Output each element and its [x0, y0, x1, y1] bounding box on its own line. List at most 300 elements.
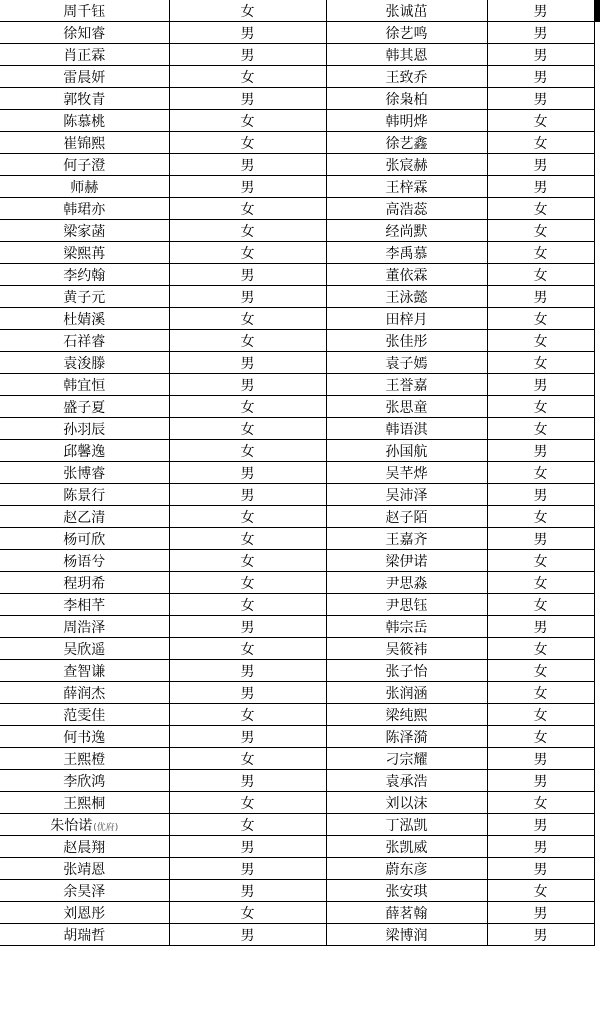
- gender-cell: 女: [169, 550, 326, 572]
- gender-cell: 男: [487, 66, 594, 88]
- student-name-cell: [0, 572, 169, 594]
- student-name: 吴欣遥: [63, 641, 106, 658]
- student-name-cell: [0, 22, 169, 44]
- gender-cell: 女: [487, 264, 594, 286]
- gender-cell: 女: [487, 462, 594, 484]
- student-name: 徐艺鑫: [385, 135, 428, 152]
- student-name: 梁家菡: [63, 223, 106, 240]
- gender-cell: 女: [169, 704, 326, 726]
- gender-cell: 男: [169, 264, 326, 286]
- student-name-cell: [0, 836, 169, 858]
- student-note: (优府): [93, 822, 119, 833]
- student-name: 薛茗翰: [385, 905, 428, 922]
- student-name-cell: [326, 748, 487, 770]
- table-row: [0, 814, 594, 836]
- student-name-cell: [0, 308, 169, 330]
- student-name-cell: [0, 462, 169, 484]
- student-name-cell: [326, 264, 487, 286]
- student-name-cell: [0, 198, 169, 220]
- student-name: 赵乙清: [63, 509, 106, 526]
- student-name: 何书逸: [63, 729, 106, 746]
- student-name-cell: [0, 374, 169, 396]
- gender-cell: 男: [487, 88, 594, 110]
- student-name: 何子澄: [63, 157, 106, 174]
- student-name-cell: [0, 418, 169, 440]
- student-name-cell: [0, 528, 169, 550]
- table-row: [0, 484, 594, 506]
- student-name-cell: [0, 286, 169, 308]
- gender-cell: 女: [487, 726, 594, 748]
- student-name-cell: [326, 550, 487, 572]
- student-name-cell: [326, 836, 487, 858]
- student-name-cell: [326, 814, 487, 836]
- gender-cell: 男: [487, 836, 594, 858]
- student-name-cell: [0, 132, 169, 154]
- student-name: 韩其恩: [385, 47, 428, 64]
- student-name: 董依霖: [385, 267, 428, 284]
- table-row: [0, 396, 594, 418]
- student-name: 杨可欣: [63, 531, 106, 548]
- gender-cell: 女: [169, 0, 326, 22]
- student-name: 张宸赫: [385, 157, 428, 174]
- student-name-cell: [0, 440, 169, 462]
- student-name-cell: [326, 396, 487, 418]
- student-name-cell: [326, 880, 487, 902]
- student-name-cell: [326, 770, 487, 792]
- student-name: 刁宗耀: [385, 751, 428, 768]
- student-name: 刘以沫: [385, 795, 428, 812]
- student-name: 刘恩彤: [63, 905, 106, 922]
- student-name: 雷晨妍: [63, 69, 106, 86]
- gender-cell: 男: [487, 154, 594, 176]
- gender-cell: 女: [169, 110, 326, 132]
- gender-cell: 女: [169, 396, 326, 418]
- student-name-cell: [0, 902, 169, 924]
- gender-cell: 女: [169, 748, 326, 770]
- student-name: 崔锦熙: [63, 135, 106, 152]
- student-name: 程玥希: [63, 575, 106, 592]
- student-name: 周浩泽: [63, 619, 106, 636]
- student-name: 王誉嘉: [385, 377, 428, 394]
- student-name: 孙国航: [385, 443, 428, 460]
- student-name: 杨语兮: [63, 553, 106, 570]
- table-row: [0, 572, 594, 594]
- student-name-cell: [0, 858, 169, 880]
- student-name: 周千钰: [63, 3, 106, 20]
- gender-cell: 女: [487, 220, 594, 242]
- student-name-cell: [0, 726, 169, 748]
- student-name-cell: [326, 506, 487, 528]
- student-name: 王梓霖: [385, 179, 428, 196]
- student-name-cell: [326, 440, 487, 462]
- gender-cell: 男: [487, 484, 594, 506]
- table-row: [0, 330, 594, 352]
- student-name: 陈泽漪: [385, 729, 428, 746]
- gender-cell: 女: [487, 418, 594, 440]
- table-row: [0, 44, 594, 66]
- student-name: 张凯威: [385, 839, 428, 856]
- student-name: 杜婧溪: [63, 311, 106, 328]
- gender-cell: 男: [487, 286, 594, 308]
- gender-cell: 男: [169, 462, 326, 484]
- student-name-cell: [0, 682, 169, 704]
- table-row: [0, 286, 594, 308]
- student-name-cell: [0, 748, 169, 770]
- student-name-cell: [0, 352, 169, 374]
- table-row: [0, 198, 594, 220]
- table-row: [0, 0, 594, 22]
- table-row: [0, 418, 594, 440]
- student-name-cell: [326, 682, 487, 704]
- student-name-cell: [326, 528, 487, 550]
- student-name-cell: [0, 550, 169, 572]
- student-name: 黄子元: [63, 289, 106, 306]
- gender-cell: 男: [169, 660, 326, 682]
- gender-cell: 男: [487, 814, 594, 836]
- student-name: 丁泓凯: [385, 817, 428, 834]
- gender-cell: 女: [487, 506, 594, 528]
- table-row: [0, 352, 594, 374]
- student-name: 薛润杰: [63, 685, 106, 702]
- student-name-cell: [326, 198, 487, 220]
- gender-cell: 男: [487, 902, 594, 924]
- table-row: [0, 506, 594, 528]
- gender-cell: 男: [487, 858, 594, 880]
- table-row: [0, 704, 594, 726]
- student-name: 梁伊诺: [385, 553, 428, 570]
- student-name-cell: [0, 770, 169, 792]
- gender-cell: 女: [169, 330, 326, 352]
- student-name-cell: [326, 286, 487, 308]
- table-row: [0, 132, 594, 154]
- student-name: 李禹慕: [385, 245, 428, 262]
- gender-cell: 女: [169, 418, 326, 440]
- student-name-cell: [326, 902, 487, 924]
- table-row: [0, 770, 594, 792]
- gender-cell: 女: [169, 506, 326, 528]
- student-name: 韩珺亦: [63, 201, 106, 218]
- table-row: [0, 660, 594, 682]
- student-name: 徐知睿: [63, 25, 106, 42]
- table-row: [0, 242, 594, 264]
- gender-cell: 男: [169, 858, 326, 880]
- gender-cell: 女: [169, 528, 326, 550]
- student-name: 邱馨逸: [63, 443, 106, 460]
- student-name-cell: [0, 880, 169, 902]
- table-row: [0, 616, 594, 638]
- table-row: [0, 528, 594, 550]
- student-name: 石祥睿: [63, 333, 106, 350]
- gender-cell: 男: [487, 22, 594, 44]
- gender-cell: 男: [169, 352, 326, 374]
- table-row: [0, 880, 594, 902]
- gender-cell: 女: [169, 792, 326, 814]
- student-name-cell: [326, 110, 487, 132]
- student-name: 韩宜恒: [63, 377, 106, 394]
- gender-cell: 女: [487, 132, 594, 154]
- gender-cell: 男: [169, 726, 326, 748]
- gender-cell: 女: [487, 110, 594, 132]
- gender-cell: 男: [169, 286, 326, 308]
- student-name-cell: [326, 44, 487, 66]
- student-name: 吴芊烨: [385, 465, 428, 482]
- table-row: [0, 726, 594, 748]
- student-name: 韩宗岳: [385, 619, 428, 636]
- student-name-cell: [326, 462, 487, 484]
- table-row: [0, 858, 594, 880]
- student-name-cell: [0, 660, 169, 682]
- student-name-cell: [326, 792, 487, 814]
- student-name-cell: [0, 242, 169, 264]
- student-name: 王致乔: [385, 69, 428, 86]
- student-name-cell: [326, 66, 487, 88]
- student-name-cell: [0, 484, 169, 506]
- student-name: 朱怡诺: [50, 817, 93, 834]
- student-name-cell: [326, 726, 487, 748]
- student-name-cell: [0, 814, 169, 836]
- student-name: 高浩蕊: [385, 201, 428, 218]
- student-name-cell: [326, 660, 487, 682]
- student-name: 王泳懿: [385, 289, 428, 306]
- student-name-cell: [0, 88, 169, 110]
- student-name: 盛子夏: [63, 399, 106, 416]
- table-row: [0, 836, 594, 858]
- gender-cell: 女: [487, 330, 594, 352]
- student-name: 李约翰: [63, 267, 106, 284]
- student-name-cell: [0, 154, 169, 176]
- student-name-cell: [326, 638, 487, 660]
- student-name: 张博睿: [63, 465, 106, 482]
- gender-cell: 男: [169, 374, 326, 396]
- gender-cell: 男: [169, 770, 326, 792]
- student-name-cell: [326, 418, 487, 440]
- student-name-cell: [0, 176, 169, 198]
- student-name: 查智谦: [63, 663, 106, 680]
- student-name-cell: [0, 594, 169, 616]
- table-row: [0, 374, 594, 396]
- student-name: 赵子陌: [385, 509, 428, 526]
- table-row: [0, 594, 594, 616]
- gender-cell: 女: [169, 220, 326, 242]
- student-name-cell: [326, 924, 487, 946]
- student-name: 张润涵: [385, 685, 428, 702]
- gender-cell: 男: [487, 770, 594, 792]
- gender-cell: 女: [169, 902, 326, 924]
- gender-cell: 女: [487, 198, 594, 220]
- table-row: [0, 792, 594, 814]
- gender-cell: 男: [169, 682, 326, 704]
- gender-cell: 女: [169, 198, 326, 220]
- student-name: 王嘉齐: [385, 531, 428, 548]
- gender-cell: 男: [487, 748, 594, 770]
- student-name: 蔚东彦: [385, 861, 428, 878]
- gender-cell: 女: [169, 66, 326, 88]
- student-name-cell: [0, 792, 169, 814]
- table-row: [0, 110, 594, 132]
- student-name-cell: [326, 0, 487, 22]
- student-name: 陈景行: [63, 487, 106, 504]
- student-name: 李相芊: [63, 597, 106, 614]
- student-name: 张安琪: [385, 883, 428, 900]
- gender-cell: 女: [169, 308, 326, 330]
- student-name-cell: [0, 616, 169, 638]
- gender-cell: 男: [487, 616, 594, 638]
- student-name-cell: [326, 308, 487, 330]
- student-name: 张靖恩: [63, 861, 106, 878]
- student-name: 陈慕桃: [63, 113, 106, 130]
- gender-cell: 女: [487, 792, 594, 814]
- table-row: [0, 66, 594, 88]
- student-name-cell: [0, 330, 169, 352]
- student-name-cell: [326, 242, 487, 264]
- student-name-cell: [326, 858, 487, 880]
- student-name: 袁承浩: [385, 773, 428, 790]
- student-name-cell: [326, 154, 487, 176]
- student-name: 胡瑞哲: [63, 927, 106, 944]
- student-name: 吴筱袆: [385, 641, 428, 658]
- student-name: 范雯佳: [63, 707, 106, 724]
- gender-cell: 男: [487, 440, 594, 462]
- gender-cell: 男: [487, 528, 594, 550]
- student-name: 田梓月: [385, 311, 428, 328]
- gender-cell: 女: [487, 638, 594, 660]
- gender-cell: 女: [487, 682, 594, 704]
- student-name: 赵晨翔: [63, 839, 106, 856]
- student-name: 尹思淼: [385, 575, 428, 592]
- student-name: 张子怡: [385, 663, 428, 680]
- gender-cell: 男: [487, 0, 594, 22]
- student-name-cell: [326, 594, 487, 616]
- gender-cell: 女: [169, 638, 326, 660]
- student-name: 徐枭柏: [385, 91, 428, 108]
- student-name: 吴沛泽: [385, 487, 428, 504]
- gender-cell: 女: [169, 572, 326, 594]
- student-name-cell: [326, 22, 487, 44]
- gender-cell: 男: [487, 176, 594, 198]
- student-name-cell: [326, 132, 487, 154]
- gender-cell: 男: [169, 88, 326, 110]
- student-name: 袁浚滕: [63, 355, 106, 372]
- gender-cell: 男: [169, 616, 326, 638]
- gender-cell: 女: [487, 550, 594, 572]
- gender-cell: 男: [169, 154, 326, 176]
- gender-cell: 男: [169, 880, 326, 902]
- table-row: [0, 22, 594, 44]
- gender-cell: 女: [487, 352, 594, 374]
- student-name: 梁熙苒: [63, 245, 106, 262]
- gender-cell: 女: [169, 440, 326, 462]
- gender-cell: 男: [169, 484, 326, 506]
- gender-cell: 女: [487, 572, 594, 594]
- student-name-cell: [326, 220, 487, 242]
- gender-cell: 男: [487, 44, 594, 66]
- student-name-cell: [326, 176, 487, 198]
- table-row: [0, 88, 594, 110]
- gender-cell: 女: [487, 308, 594, 330]
- student-name-cell: [0, 396, 169, 418]
- student-name-cell: [0, 924, 169, 946]
- student-name-cell: [0, 220, 169, 242]
- student-name-cell: [326, 572, 487, 594]
- gender-cell: 女: [487, 660, 594, 682]
- student-name-cell: [0, 66, 169, 88]
- student-name: 王熙桐: [63, 795, 106, 812]
- student-name-cell: [0, 0, 169, 22]
- gender-cell: 女: [487, 880, 594, 902]
- student-name-cell: [0, 704, 169, 726]
- student-name-cell: [326, 374, 487, 396]
- table-row: [0, 462, 594, 484]
- gender-cell: 女: [169, 242, 326, 264]
- student-name: 张诚茁: [385, 3, 428, 20]
- student-name: 王熙橙: [63, 751, 106, 768]
- gender-cell: 男: [487, 924, 594, 946]
- table-row: [0, 264, 594, 286]
- student-name: 张佳彤: [385, 333, 428, 350]
- gender-cell: 女: [487, 242, 594, 264]
- student-name: 孙羽辰: [63, 421, 106, 438]
- student-name: 经尚默: [385, 223, 428, 240]
- gender-cell: 女: [169, 132, 326, 154]
- student-name: 韩语淇: [385, 421, 428, 438]
- student-name-cell: [326, 330, 487, 352]
- table-row: [0, 682, 594, 704]
- table-row: [0, 902, 594, 924]
- gender-cell: 女: [169, 594, 326, 616]
- gender-cell: 男: [169, 836, 326, 858]
- gender-cell: 女: [487, 704, 594, 726]
- student-name: 李欣鸿: [63, 773, 106, 790]
- student-name: 尹思钰: [385, 597, 428, 614]
- student-name-cell: [326, 88, 487, 110]
- student-name-cell: [0, 264, 169, 286]
- table-row: [0, 748, 594, 770]
- table-row: [0, 638, 594, 660]
- gender-cell: 女: [487, 594, 594, 616]
- student-name-cell: [326, 352, 487, 374]
- gender-cell: 女: [169, 814, 326, 836]
- table-row: [0, 924, 594, 946]
- gender-cell: 男: [169, 176, 326, 198]
- student-name: 徐艺鸣: [385, 25, 428, 42]
- table-row: [0, 550, 594, 572]
- student-name-cell: [0, 44, 169, 66]
- student-name: 郭牧青: [63, 91, 106, 108]
- student-name-cell: [0, 638, 169, 660]
- table-row: [0, 176, 594, 198]
- gender-cell: 女: [487, 396, 594, 418]
- student-name-cell: [326, 484, 487, 506]
- table-row: [0, 154, 594, 176]
- table-row: [0, 308, 594, 330]
- student-name-cell: [0, 506, 169, 528]
- student-name-cell: [326, 704, 487, 726]
- corner-mark: [594, 0, 600, 22]
- gender-cell: 男: [169, 924, 326, 946]
- student-name: 张思童: [385, 399, 428, 416]
- student-name: 梁博润: [385, 927, 428, 944]
- student-name-cell: [326, 616, 487, 638]
- table-row: [0, 220, 594, 242]
- gender-cell: 男: [487, 374, 594, 396]
- student-name-cell: [0, 110, 169, 132]
- student-name: 余昊泽: [63, 883, 106, 900]
- student-name: 梁纯熙: [385, 707, 428, 724]
- gender-cell: 男: [169, 44, 326, 66]
- student-name: 肖正霖: [63, 47, 106, 64]
- table-row: [0, 440, 594, 462]
- gender-cell: 男: [169, 22, 326, 44]
